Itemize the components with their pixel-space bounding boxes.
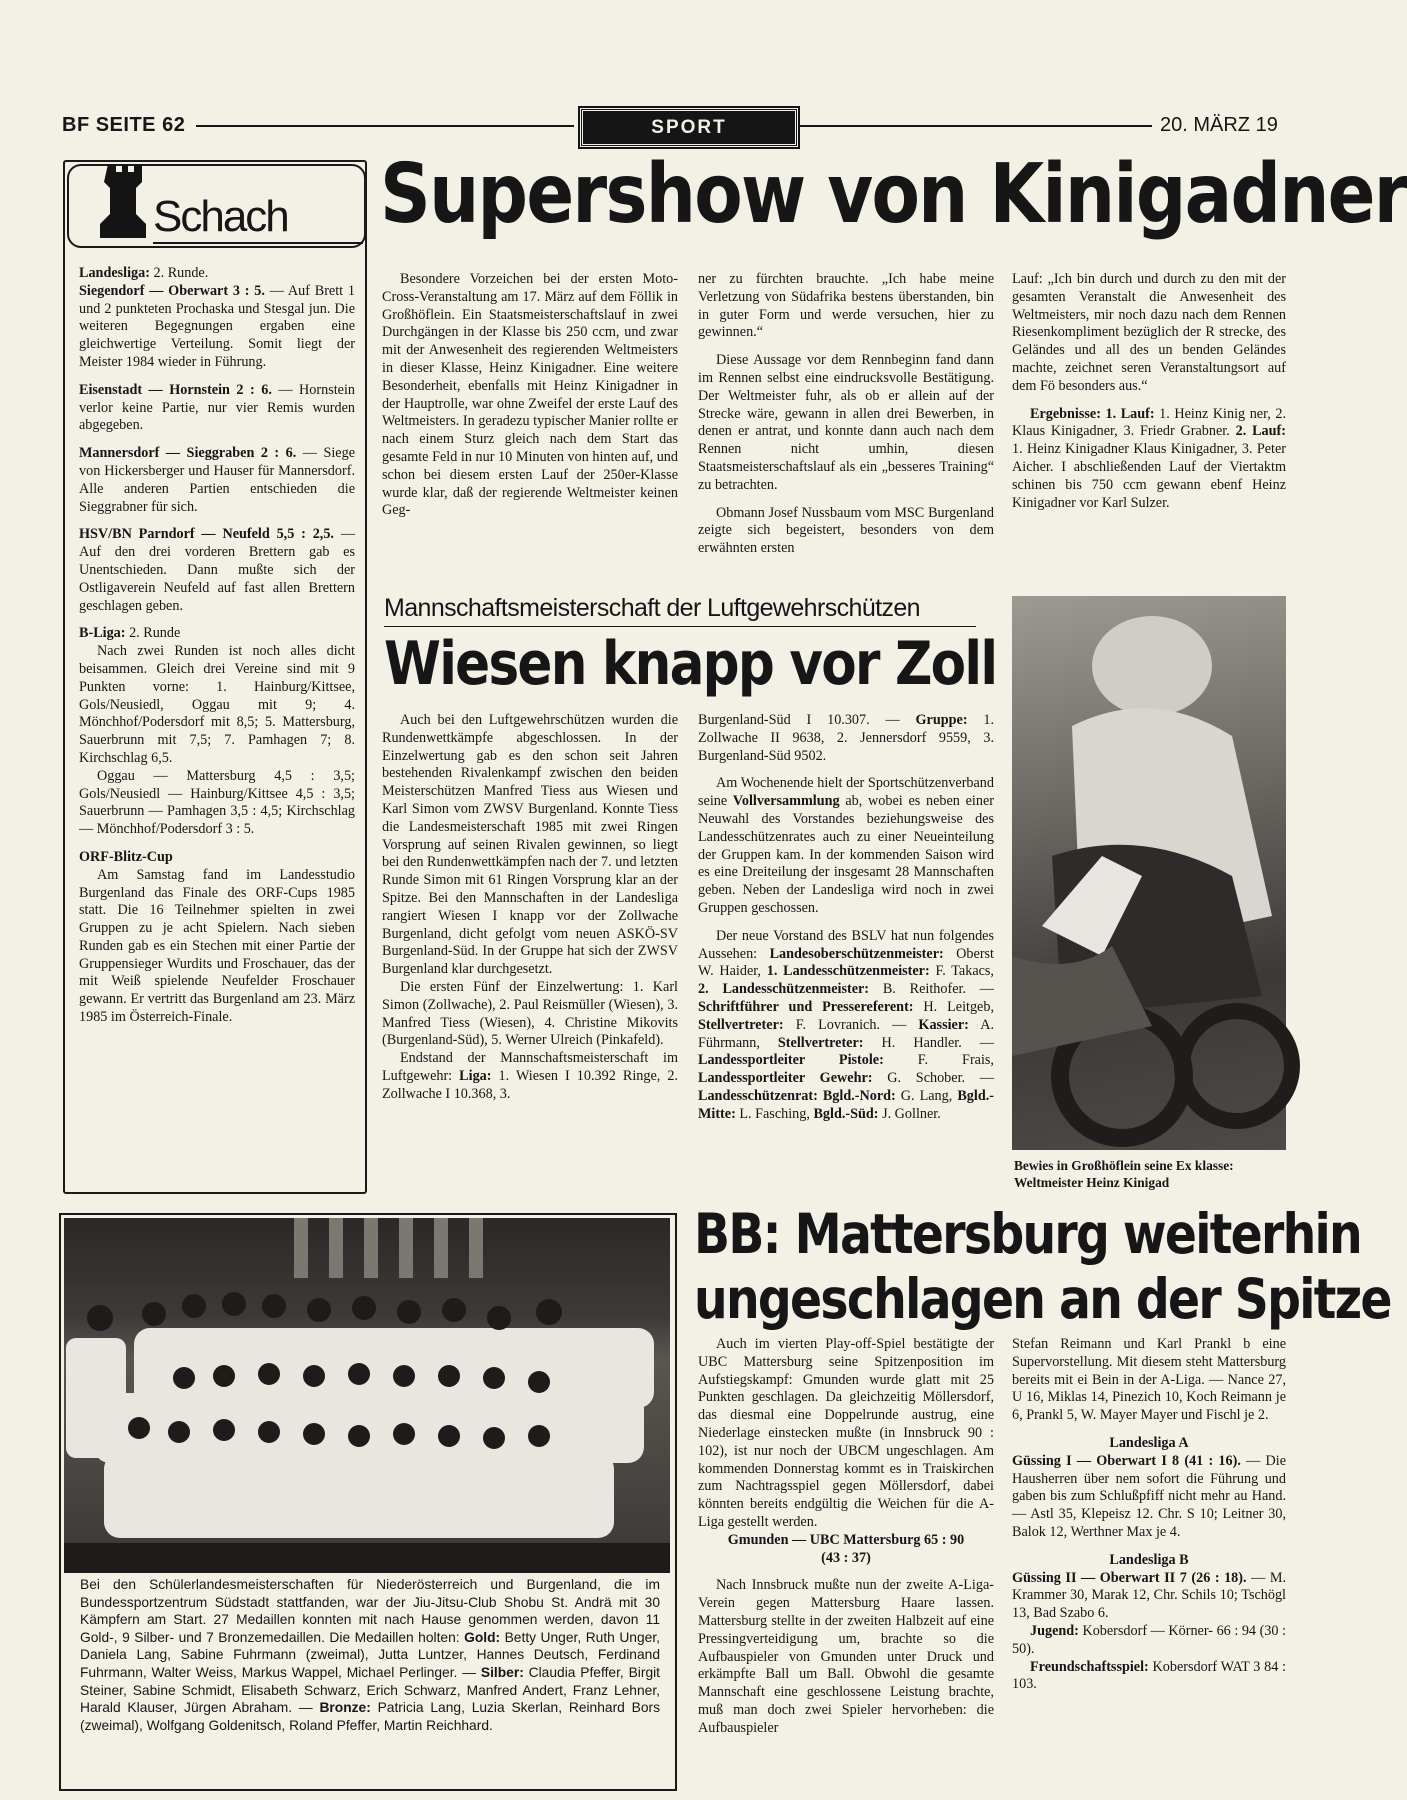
basketball-paragraph: Auch im vierten Play-off-Spiel bestätigte der UBC Mattersburg seine Spitzenposition im Aufstiegskampf: Gmunden wurde glatt mit 25 Punkten geschlagen. Da gleichzeitig Möllersdorf, das diesmal eine Doppelrunde austrug, eine Niederlage einstecken mußte (in Innsbruck 90 : 102), ist nur noch der UBCM ungeschlagen. Am kommenden Donnerstag kommt es in Traiskirchen zum Nachtragsspiel gegen Möllersdorf, dabei könnten bereits endgültig die Weichen für die A-Liga gestellt werden. — [698, 1336, 994, 1530]
schach-block: Nach zwei Runden ist noch alles dicht beisammen. Gleich drei Vereine sind mit 9 Punkten vorne: 1. Hainburg/Kittsee, Gols/Neusiedl, Oggau mit 9; 4. Mönchhof/Podersdorf mit 8,5; 5. Mattersburg, Sauerbrunn mit 7,5; 7. Pamhagen 7; 8. Kirchschlag 6,5. — [79, 643, 355, 766]
schach-block: Siegendorf — Oberwart 3 : 5. — Auf Brett 1 und 2 punkteten Prochaska und Stesgal jun. Die weiteren Begegnungen ergaben eine gleichwertige Verteilung. Somit liegt der Meister 1984 wieder in Führung. — [79, 282, 355, 370]
landesliga-b-title: Landesliga B — [1109, 1551, 1189, 1568]
basketball-col2 — [1012, 1336, 1286, 1796]
luftgewehr-paragraph: Am Wochenende hielt der Sportschützenverband seine Vollversammlung ab, wobei es neben einer Neuwahl des Vorstandes beziehungsweise des Landesschützenrates auch zu einer Neueinteilung der Gruppen kam. In der kommenden Saison wird es eine Dreiteilung der insgesamt 28 Mannschaften geben. Neben der Landesliga wird noch in zwei Gruppen geschossen. — [698, 775, 994, 916]
schach-block: Mannersdorf — Sieggraben 2 : 6. — Siege von Hickersberger und Hauser für Mannersdorf. Alle anderen Partien entschieden die Sieggrabner für sich. — [79, 445, 355, 515]
luftgewehr-paragraph: Auch bei den Luftgewehrschützen wurden die Rundenwettkämpfe abgeschlossen. In der Einzelwertung gab es den schon seit Jahren bestehenden Rivalenkampf zwischen den beiden Meisterschützen Manfred Tiess aus Wiesen und Karl Simon vom ZWSV Burgenland. Konnte Tiess die Landesmeisterschaft 1985 mit zwei Ringen Vorsprung auf seinen Rivalen gewinnen, so liegt bei den Rundenwettkämpfen nach der 7. und letzten Runde Simon mit 61 Ringen Vorsprung klar an der Spitze. Bei den Mannschaften in der Landesliga rangiert Wiesen I knapp vor der Zollwache Burgenland, dicht gefolgt vom neuen ASKÖ-SV Burgenland-Süd. In der Gruppe hat sich der ZWSV Burgenland klar durchgesetzt. — [382, 712, 678, 978]
motocross-headline: Supershow von Kinigadner — [380, 147, 1407, 242]
landesliga-b-report: Güssing II — Oberwart II 7 (26 : 18). — M. Krammer 30, Marak 12, Chr. Schils 10; Tschögl 13, Bad Szabo 6. — [1012, 1569, 1286, 1622]
logo-underline — [153, 242, 363, 244]
motocross-paragraph: ner zu fürchten brauchte. „Ich habe meine Verletzung von Südafrika bestens überstanden, bin in guter Form und werde versuchen, hier zu gewinnen.“ — [698, 271, 994, 341]
landesliga-a-report: Güssing I — Oberwart I 8 (41 : 16). — Die Hausherren über nem sofort die Führung und gaben bis zum Schlußpfiff nicht mehr au Hand. — Astl 35, Klepeisz 12. Chr. S 10; Leitner 30, Balok 12, Werthner Max je 4. — [1012, 1452, 1286, 1540]
schach-block: HSV/BN Parndorf — Neufeld 5,5 : 2,5. — Auf den drei vorderen Brettern gab es Unentschieden. Dann mußte sich der Ostligaverein Neufeld auf fast allen Brettern geschlagen geben. — [79, 526, 356, 614]
kicker-rule — [384, 626, 976, 627]
schach-block: Am Samstag fand im Landesstudio Burgenland das Finale des ORF-Cups 1985 statt. Die 16 Teilnehmer spielten in zwei Gruppen zu je acht Spielern. Nach sieben Runden gab es ein Stechen mit einer Partie der Gruppensieger Wurdits und Froschauer, das der mit Weiß spielende Neufelder Froschauer gewann. Er vertritt das Burgenland am 23. März 1985 im Österreich-Finale. — [79, 866, 355, 1026]
schach-block: Landesliga: 2. Runde. — [79, 265, 209, 281]
motocross-paragraph: Lauf: „Ich bin durch und durch zu den mit der gesamten Veranstalt die Anwesenheit des Weltmeisters, mir noch dazu nach dem Rennen Riesenkompliment bezüglich der R strecke, des Geländes und all des un benden Geländes machte, zeichnet seren Veranstaltungsort auf dem Fö besonders aus.“ — [1012, 271, 1286, 394]
schach-text — [79, 265, 355, 1180]
motocross-paragraph: Obmann Josef Nussbaum vom MSC Burgenland zeigte sich begeistert, besonders von dem erwähnten ersten — [698, 504, 994, 557]
motocross-rider-image — [1012, 596, 1286, 1150]
luftgewehr-kicker: Mannschaftsmeisterschaft der Luftgewehrschützen — [384, 594, 920, 622]
basketball-result: Gmunden — UBC Mattersburg 65 : 90 — [727, 1531, 965, 1548]
motocross-results: Ergebnisse: 1. Lauf: 1. Heinz Kinig ner, 2. Klaus Kinigadner, 3. Friedr Grabner. 2. Lauf: 1. Heinz Kinigadner Klaus Kinigadner, 3. Peter Aicher. I abschließenden Lauf der Viertaktm schinen bis 750 ccm gewann ebenf Heinz Kinigadner vor Karl Sulzer. — [1012, 405, 1286, 511]
luftgewehr-paragraph: Endstand der Mannschaftsmeisterschaft im Luftgewehr: Liga: 1. Wiesen I 10.392 Ringe, 2. Zollwache I 10.368, 3. — [382, 1050, 678, 1102]
motocross-photo-caption: Bewies in Großhöflein seine Ex klasse: Weltmeister Heinz Kinigad — [1014, 1158, 1234, 1190]
motocross-col3 — [1012, 271, 1286, 581]
basketball-col1 — [698, 1336, 994, 1796]
schach-block: Eisenstadt — Hornstein 2 : 6. — Hornstein verlor keine Partie, nur vier Remis wurden abgegeben. — [79, 381, 355, 434]
luftgewehr-paragraph: Burgenland-Süd I 10.307. — Gruppe: 1. Zollwache II 9638, 2. Jennersdorf 9559, 3. Burgenland-Süd 9502. — [698, 712, 995, 764]
header-rule-right — [798, 125, 1152, 127]
motocross-photo — [1012, 596, 1286, 1150]
section-badge: SPORT — [580, 108, 798, 147]
landesliga-a-title: Landesliga A — [1109, 1434, 1189, 1451]
basketball-headline-1: BB: Mattersburg weiterhin — [694, 1202, 1362, 1266]
schach-block: ORF-Blitz-Cup — [79, 848, 173, 865]
basketball-paragraph: Nach Innsbruck mußte nun der zweite A-Liga-Verein gegen Mattersburg Haare lassen. Mattersburg stellte in der zweiten Halbzeit auf eine Pressingverteidigung um, brachte so die Aufbauspieler von Gmunden unter Druck und erkämpfte Ball um Ball. Obwohl die gesamte Mannschaft eine geschlossene Leistung brachte, muß man doch zwei Spieler hervorheben: die Aufbauspieler — [698, 1577, 994, 1736]
freundschaftsspiel-result: Freundschaftsspiel: Kobersdorf WAT 3 84 : 103. — [1012, 1658, 1286, 1693]
issue-date: 20. MÄRZ 19 — [1160, 114, 1278, 136]
luftgewehr-paragraph: Die ersten Fünf der Einzelwertung: 1. Karl Simon (Zollwache), 2. Paul Reismüller (Wiesen), 3. Manfred Tiess (Wiesen), 4. Christine Mikovits (Burgenland-Süd), 5. Werner Ulreich (Pinkafeld). — [382, 978, 678, 1049]
luftgewehr-paragraph: Der neue Vorstand des BSLV hat nun folgendes Aussehen: Landesoberschützenmeister: Oberst W. Haider, 1. Landesschützenmeister: F. Takacs, 2. Landesschützenmeister: B. Reithofer. — Schriftführer und Pressereferent: H. Leitgeb, Stellvertreter: F. Lovranich. — Kassier: A. Führmann, Stellvertreter: H. Handler. — Landessportleiter Pistole: F. Frais, Landessportleiter Gewehr: G. Schober. — Landesschützenrat: Bgld.-Nord: G. Lang, Bgld.-Mitte: L. Fasching, Bgld.-Süd: J. Gollner. — [698, 927, 995, 1122]
jugend-result: Jugend: Kobersdorf — Körner- 66 : 94 (30 : 50). — [1012, 1622, 1286, 1657]
jiujitsu-photo — [64, 1218, 670, 1573]
basketball-result-half: (43 : 37) — [821, 1549, 871, 1566]
luftgewehr-headline: Wiesen knapp vor Zoll — [384, 629, 997, 699]
motocross-paragraph: Besondere Vorzeichen bei der ersten Moto-Cross-Veranstaltung am 17. März auf dem Föllik in Großhöflein. Ein Staatsmeisterschaftslauf in zwei Durchgängen in der Klasse bis 250 ccm, und zwar mit der Anwesenheit des regierenden Weltmeisters in dieser Klasse, Heinz Kinigadner. Eine weitere Besonderheit, ebenfalls mit Heinz Kinigadner in der Hauptrolle, war ohne Zweifel der erste Lauf des Weltmeisters. In geradezu typischer Manier rollte er nach einem Sturz gleich nach dem Start das gesamte Feld in nur 10 Minuten von hinten auf, und schon bei diesem ersten Lauf der 250er-Klasse wurde klar, daß der regierende Weltmeister keinen Geg- — [382, 271, 678, 519]
page-label: BF SEITE 62 — [62, 114, 186, 136]
motocross-col1 — [382, 271, 678, 581]
motocross-paragraph: Diese Aussage vor dem Rennbeginn fand dann im Rennen selbst eine eindrucksvolle Bestätigung. Der Weltmeister fuhr, als ob er allein auf der Strecke wäre, gewann in allen drei Bewerben, in denen er antrat, und konnte dann auch nach dem Rennen nicht umhin, diesen Staatsmeisterschaftslauf als ein „besseres Training“ zu betrachten. — [698, 352, 994, 493]
schach-logo — [67, 164, 366, 248]
jiujitsu-team-image — [64, 1218, 670, 1573]
schach-block: B-Liga: 2. Runde — [79, 625, 181, 642]
basketball-paragraph: Stefan Reimann und Karl Prankl b eine Supervorstellung. Mit diesem steht Mattersburg bereits mit ei Bein in der A-Liga. — Nance 27, U 16, Miklas 14, Pinezich 10, Koch Reimann je 6, Prankl 5, W. Mayer Mayer und Fischl je 2. — [1012, 1336, 1286, 1424]
jiujitsu-caption: Bei den Schülerlandesmeisterschaften für Niederösterreich und Burgenland, die im Bundessportzentrum Südstadt stattfanden, war der Jiu-Jitsu-Club Shobu St. Andrä mit 30 Kämpfern am Start. 27 Medaillen konnten mit nach Hause genommen werden, davon 11 Gold-, 9 Silber- und 7 Bronzemedaillen. Die Medaillen holten: Gold: Betty Unger, Ruth Unger, Daniela Lang, Sabine Fuhrmann (zweimal), Jutta Luntzer, Hannes Deutsch, Ferdinand Fuhrmann, Walter Weiss, Markus Wappel, Michael Perlinger. — Silber: Claudia Pfeffer, Birgit Steiner, Sabine Schmidt, Elisabeth Schwarz, Erich Schwarz, Manfred Andert, Franz Lehner, Harald Klauser, Jürgen Abraham. — Bronze: Patricia Lang, Luzia Skerlan, Reinhard Bors (zweimal), Wolfgang Goldenitsch, Roland Pfeffer, Martin Reichhard. — [80, 1577, 661, 1733]
luftgewehr-col1 — [382, 712, 678, 1194]
basketball-headline-2: ungeschlagen an der Spitze — [694, 1267, 1391, 1331]
schach-block: Oggau — Mattersburg 4,5 : 3,5; Gols/Neusiedl — Hainburg/Kittsee 4,5 : 3,5; Sauerbrunn — Pamhagen 3,5 : 4,5; Kirchschlag — Mönchhof/Podersdorf 3 : 5. — [79, 767, 355, 838]
luftgewehr-col2 — [698, 712, 994, 1194]
motocross-col2 — [698, 271, 994, 581]
schach-logo-text: Schach — [153, 192, 288, 241]
header-rule-left — [196, 125, 574, 127]
chess-rook-icon — [90, 160, 160, 242]
